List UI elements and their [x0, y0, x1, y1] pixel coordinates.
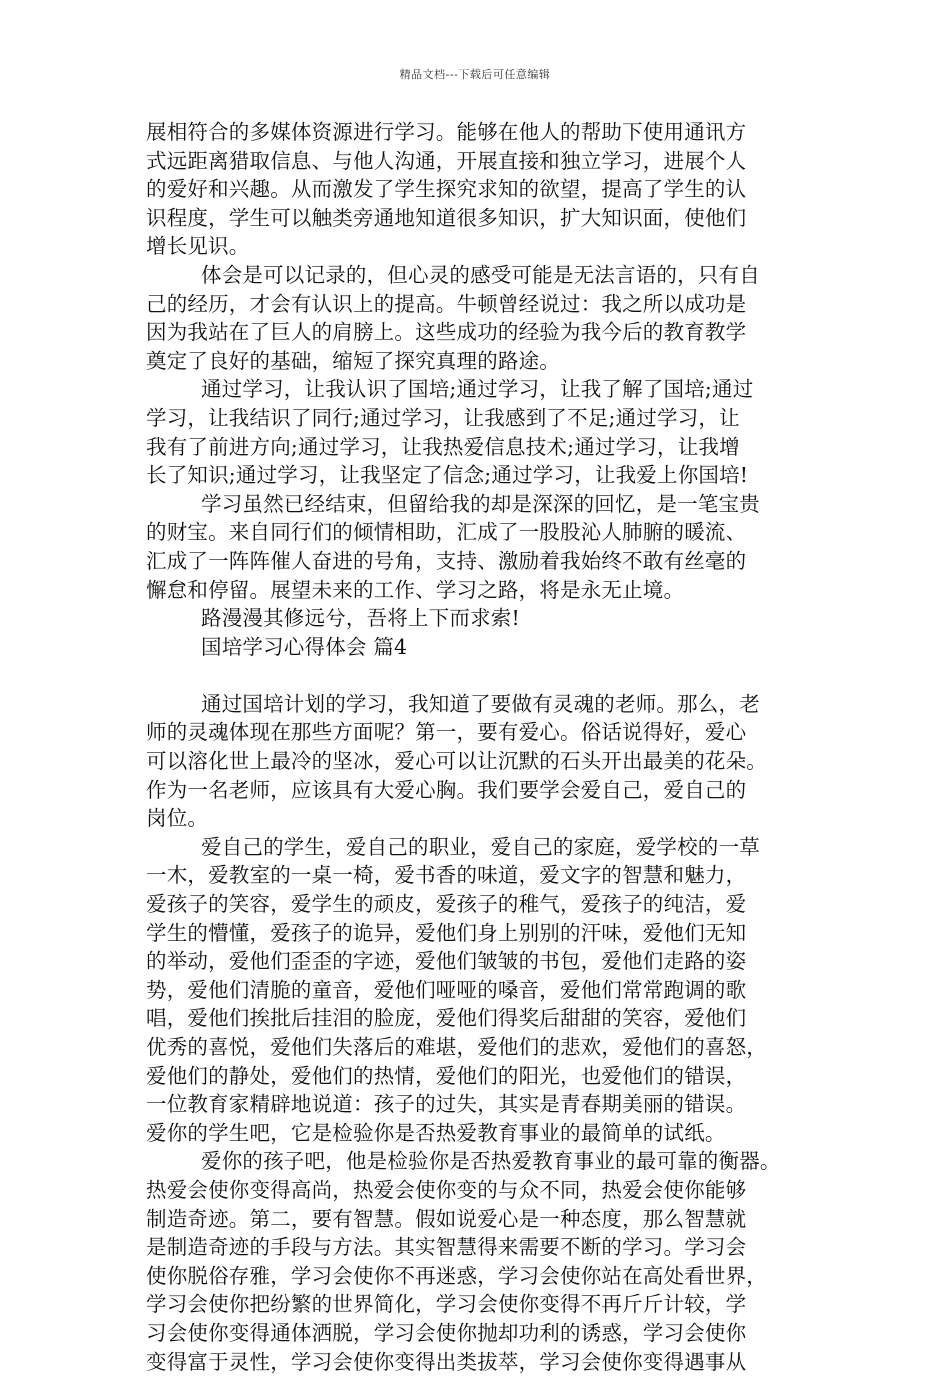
text-line: 通过国培计划的学习，我知道了要做有灵魂的老师。那么，老: [201, 691, 760, 716]
text-line: 使你脱俗存雅，学习会使你不再迷惑，学习会使你站在高处看世界，: [146, 1263, 767, 1288]
blank-line: [146, 661, 816, 690]
text-line: 爱你的学生吧，它是检验你是否热爱教育事业的最简单的试纸。: [146, 1120, 726, 1145]
text-line: 习会使你变得通体洒脱，学习会使你抛却功利的诱惑，学习会使你: [146, 1320, 747, 1345]
text-line: 变得富于灵性，学习会使你变得出类拔萃，学习会使你变得遇事从: [146, 1349, 747, 1374]
text-line: 增长见识。: [146, 234, 250, 259]
page-header: 精品文档---下载后可任意编辑: [399, 68, 551, 81]
text-line: 一位教育家精辟地说道：孩子的过失，其实是青春期美丽的错误。: [146, 1092, 747, 1117]
text-line: 爱自己的学生，爱自己的职业，爱自己的家庭，爱学校的一草: [201, 834, 760, 859]
text-line: 己的经历，才会有认识上的提高。牛顿曾经说过：我之所以成功是: [146, 291, 747, 316]
text-line: 路漫漫其修远兮，吾将上下而求索!: [201, 606, 520, 631]
text-line: 可以溶化世上最冷的坚冰，爱心可以让沉默的石头开出最美的花朵。: [146, 749, 767, 774]
text-line: 学习虽然已经结束，但留给我的却是深深的回忆，是一笔宝贵: [201, 491, 760, 516]
text-line: 优秀的喜悦，爱他们失落后的难堪，爱他们的悲欢，爱他们的喜怒，: [146, 1035, 767, 1059]
text-line: 学习会使你把纷繁的世界简化，学习会使你变得不再斤斤计较，学: [146, 1292, 747, 1317]
text-line: 唱，爱他们挨批后挂泪的脸庞，爱他们得奖后甜甜的笑容，爱他们: [146, 1006, 747, 1031]
text-line: 的爱好和兴趣。从而激发了学生探究求知的欲望，提高了学生的认: [146, 177, 747, 202]
text-line: 学生的懵懂，爱孩子的诡异，爱他们身上别别的汗味，爱他们无知: [146, 920, 747, 945]
text-line: 展相符合的多媒体资源进行学习。能够在他人的帮助下使用通讯方: [146, 120, 747, 144]
text-line: 通过学习，让我认识了国培;通过学习，让我了解了国培;通过: [201, 377, 754, 402]
text-line: 爱你的孩子吧，他是检验你是否热爱教育事业的最可靠的衡器。: [201, 1149, 781, 1174]
text-line: 我有了前进方向;通过学习，让我热爱信息技术;通过学习，让我增: [146, 434, 740, 459]
text-line: 识程度，学生可以触类旁通地知道很多知识，扩大知识面，使他们: [146, 205, 747, 230]
document-body: [146, 118, 816, 1376]
text-line: 爱他们的静处，爱他们的热情，爱他们的阳光，也爱他们的错误，: [146, 1063, 747, 1088]
text-line: 的举动，爱他们歪歪的字迹，爱他们皱皱的书包，爱他们走路的姿: [146, 949, 747, 974]
text-line: 势，爱他们清脆的童音，爱他们哑哑的嗓音，爱他们常常跑调的歌: [146, 977, 747, 1002]
text-line: 制造奇迹。第二，要有智慧。假如说爱心是一种态度，那么智慧就: [146, 1206, 747, 1231]
text-line: 的财宝。来自同行们的倾情相助，汇成了一股股沁人肺腑的暖流、: [146, 520, 747, 545]
text-line: 式远距离猎取信息、与他人沟通，开展直接和独立学习，进展个人: [146, 148, 747, 173]
text-line: 懈怠和停留。展望未来的工作、学习之路，将是永无止境。: [146, 577, 685, 602]
text-line: 长了知识;通过学习，让我坚定了信念;通过学习，让我爱上你国培!: [146, 463, 749, 488]
text-line: 作为一名老师，应该具有大爱心胸。我们要学会爱自己，爱自己的: [146, 777, 747, 802]
text-line: 爱孩子的笑容，爱学生的顽皮，爱孩子的稚气，爱孩子的纯洁，爱: [146, 892, 747, 917]
text-line: 学习，让我结识了同行;通过学习，让我感到了不足;通过学习，让: [146, 405, 740, 430]
text-line: 奠定了良好的基础，缩短了探究真理的路途。: [146, 348, 560, 373]
text-line: 汇成了一阵阵催人奋进的号角，支持、激励着我始终不敢有丝毫的: [146, 548, 747, 573]
text-line: 热爱会使你变得高尚，热爱会使你变的与众不同，热爱会使你能够: [146, 1177, 747, 1202]
text-line: 师的灵魂体现在那些方面呢？第一，要有爱心。俗话说得好，爱心: [146, 720, 747, 745]
text-line: 体会是可以记录的，但心灵的感受可能是无法言语的，只有自: [201, 262, 760, 287]
text-line: 一木，爱教室的一桌一椅，爱书香的味道，爱文字的智慧和魅力，: [146, 863, 747, 888]
text-line: 因为我站在了巨人的肩膀上。这些成功的经验为我今后的教育教学: [146, 320, 747, 345]
text-line: 国培学习心得体会 篇4: [201, 634, 408, 659]
text-line: 是制造奇迹的手段与方法。其实智慧得来需要不断的学习。学习会: [146, 1235, 747, 1260]
text-line: 岗位。: [146, 806, 209, 831]
